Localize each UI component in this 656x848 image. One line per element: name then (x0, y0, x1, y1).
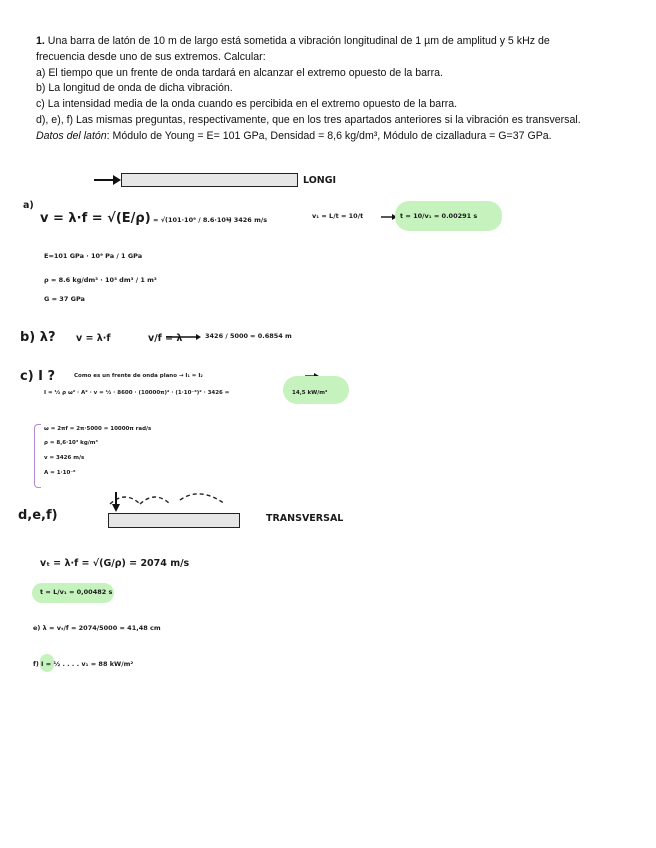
part-d-formula: vₜ = λ·f = √(G/ρ) = 2074 m/s (40, 558, 190, 569)
transversal-label: TRANSVERSAL (266, 513, 344, 524)
data-rho: ρ = 8,6·10³ kg/m³ (44, 440, 98, 446)
part-b-step: v/f = λ (148, 333, 183, 344)
part-a-formula: v = λ·f = √(E/ρ) (40, 211, 151, 226)
part-b-fraction: 3426 / 5000 (205, 332, 249, 340)
part-def-label: d,e,f) (18, 508, 58, 523)
item-c: c) La intensidad media de la onda cuando es percibida en el extremo opuesto de la barra. (36, 98, 458, 111)
data-shear-modulus: G = 37 GPa (44, 295, 85, 303)
material-data-label: Datos del latón (36, 129, 107, 142)
longitudinal-bar (121, 173, 298, 187)
data-density: ρ = 8.6 kg/dm³ · 10³ dm³ / 1 m³ (44, 276, 157, 284)
part-a-time-result: t = 10/v₁ = 0.00291 s (400, 212, 478, 220)
data-bracket (34, 424, 41, 488)
item-a: a) El tiempo que un frente de onda tardará en alcanzar el extremo opuesto de la barra. (36, 66, 443, 79)
part-b-result: = 0.6854 m (250, 332, 292, 340)
part-b-formula: v = λ·f (76, 333, 111, 344)
item-def: d), e), f) Las mismas preguntas, respectivamente, que en los tres apartados anteriores si la vibración es transversal. (36, 113, 581, 126)
item-b: b) La longitud de onda de dicha vibración. (36, 82, 233, 95)
material-data-text: : Módulo de Young = E= 101 GPa, Densidad = 8,6 kg/dm³, Módulo de cizalladura = G=37 GPa. (106, 129, 552, 142)
wave-sketch-icon (110, 494, 225, 504)
part-c-label: c) I ? (20, 369, 56, 384)
longitudinal-arrow-icon (94, 175, 121, 185)
longi-label: LONGI (303, 175, 337, 186)
part-b-label: b) λ? (20, 330, 56, 345)
part-d-time-result: t = L/v₁ = 0,00482 s (40, 588, 113, 596)
part-c-result: 14,5 kW/m² (292, 390, 328, 396)
part-c-text: Como es un frente de onda plano → I₁ = I₂ (74, 373, 203, 379)
part-a-substitution: = √(101·10⁹ / 8.6·10³) (153, 216, 232, 224)
part-a-speed-result: = 3426 m/s (226, 216, 268, 224)
data-omega: ω = 2πf = 2π·5000 = 10000π rad/s (44, 426, 152, 432)
problem-intro-text: Una barra de latón de 10 m de largo está sometida a vibración longitudinal de 1 µm de amplitud y 5 kHz de frecuencia desde uno de sus extremos. Calcular: (36, 35, 550, 63)
transversal-bar (108, 513, 240, 528)
problem-number: 1. (36, 35, 45, 47)
part-c-formula: I = ½ ρ ω² · A² · v = ½ · 8600 · (10000π)² · (1·10⁻⁶)² · 3426 = (44, 390, 230, 396)
data-amplitude: A = 1·10⁻⁶ (44, 470, 76, 476)
data-young-modulus: E=101 GPa · 10⁹ Pa / 1 GPa (44, 252, 143, 260)
data-velocity: v = 3426 m/s (44, 455, 85, 461)
part-a-time-formula: v₁ = L/t = 10/t (312, 212, 364, 220)
part-a-label: a) (23, 200, 34, 211)
part-f-result: f) I = ½ . . . . v₁ = 88 kW/m² (33, 660, 134, 668)
part-e-result: e) λ = vₜ/f = 2074/5000 = 41,48 cm (33, 624, 161, 632)
